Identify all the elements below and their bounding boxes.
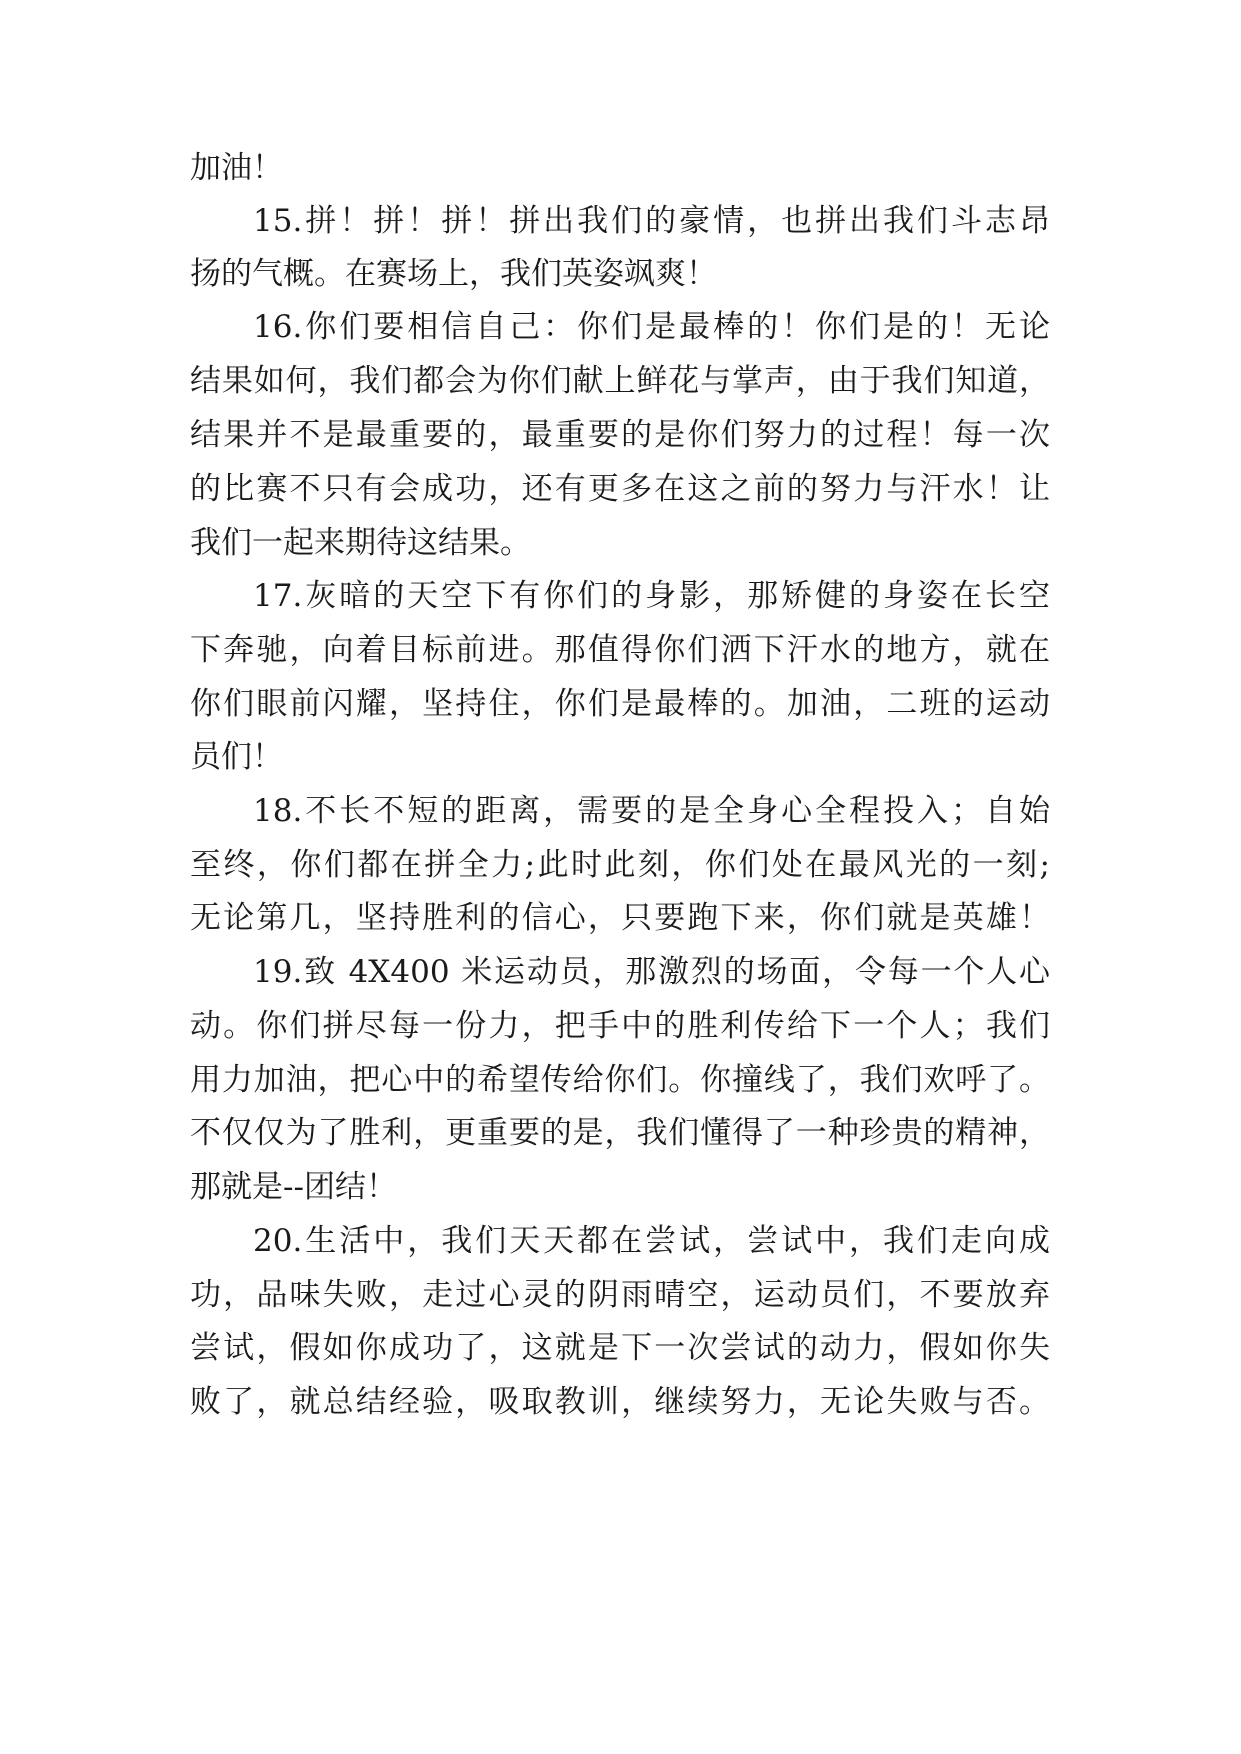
text-line: 我们一起来期待这结果。 <box>190 525 531 561</box>
text-line: 的比赛不只有会成功，还有更多在这之前的努力与汗水！让 <box>190 471 1050 507</box>
text-line: 不仅仅为了胜利，更重要的是，我们懂得了一种珍贵的精神， <box>190 1115 1050 1151</box>
text-line: 那就是--团结！ <box>190 1169 397 1205</box>
text-line: 用力加油，把心中的希望传给你们。你撞线了，我们欢呼了。 <box>190 1062 1050 1098</box>
text-line: 20.生活中，我们天天都在尝试，尝试中，我们走向成 <box>253 1223 1050 1259</box>
text-line: 动。你们拼尽每一份力，把手中的胜利传给下一个人；我们 <box>190 1008 1050 1044</box>
text-line: 加油！ <box>190 150 283 186</box>
text-line: 尝试，假如你成功了，这就是下一次尝试的动力，假如你失 <box>190 1330 1050 1366</box>
text-line: 你们眼前闪耀，坚持住，你们是最棒的。加油，二班的运动 <box>190 686 1050 722</box>
text-line: 18.不长不短的距离，需要的是全身心全程投入；自始 <box>253 793 1050 829</box>
text-line: 17.灰暗的天空下有你们的身影，那矫健的身姿在长空 <box>253 578 1050 614</box>
text-line: 败了，就总结经验，吸取教训，继续努力，无论失败与否。 <box>190 1384 1050 1420</box>
text-line: 扬的气概。在赛场上，我们英姿飒爽！ <box>190 256 717 292</box>
text-line: 下奔驰，向着目标前进。那值得你们洒下汗水的地方，就在 <box>190 632 1050 668</box>
text-line: 功，品味失败，走过心灵的阴雨晴空，运动员们，不要放弃 <box>190 1277 1050 1313</box>
text-line: 结果如何，我们都会为你们献上鲜花与掌声，由于我们知道， <box>190 363 1050 399</box>
text-line: 19.致 4X400 米运动员，那激烈的场面，令每一个人心 <box>253 954 1050 990</box>
text-line: 16.你们要相信自己：你们是最棒的！你们是的！无论 <box>253 309 1050 345</box>
text-line: 15.拼！拼！拼！拼出我们的豪情，也拼出我们斗志昂 <box>253 203 1050 239</box>
text-line: 无论第几，坚持胜利的信心，只要跑下来，你们就是英雄！ <box>190 900 1050 936</box>
text-line: 结果并不是最重要的，最重要的是你们努力的过程！每一次 <box>190 417 1050 453</box>
text-line: 员们！ <box>190 739 283 775</box>
text-line: 至终，你们都在拼全力;此时此刻，你们处在最风光的一刻; <box>190 847 1050 883</box>
